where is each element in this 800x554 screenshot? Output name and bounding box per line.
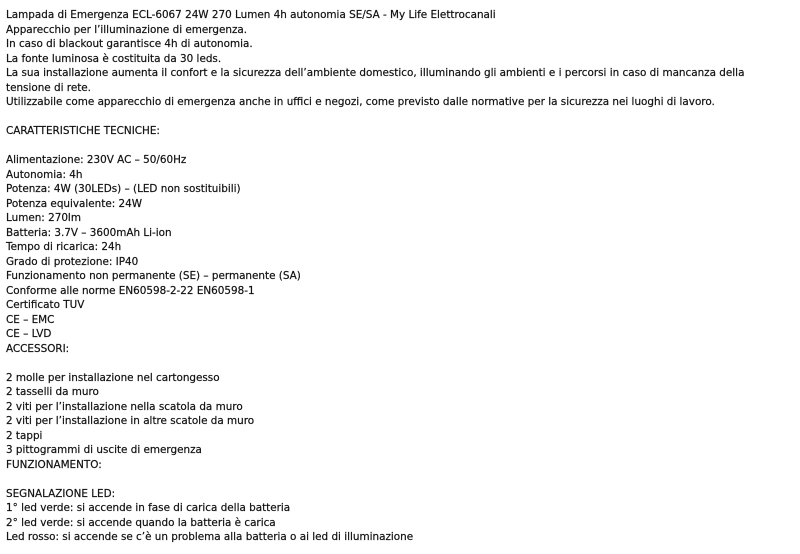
spacer [6,139,790,154]
spec-item: Alimentazione: 230V AC – 50/60Hz [6,154,187,166]
intro-line: Utilizzabile come apparecchio di emergenza anche in uffici e negozi, come previsto dalle normative per la sicurezza nei luoghi di lavoro. [6,96,715,108]
accessory-item: 2 molle per installazione nel cartongesso [6,371,220,384]
accessory-item: 2 viti per l’installazione in altre scatole da muro [6,415,255,427]
led-signal-heading: SEGNALAZIONE LED: [6,487,116,500]
spec-item: Potenza equivalente: 24W [6,197,143,210]
spacer [6,356,790,371]
led-signal-item: Led rosso: si accende se c’è un problema alla batteria o ai led di illuminazione [6,531,414,543]
intro-line: In caso di blackout garantisce 4h di autonomia. [6,38,253,50]
operation-heading: FUNZIONAMENTO: [6,458,102,471]
led-signal-item: 1° led verde: si accende in fase di carica della batteria [6,502,291,514]
spec-item: Conforme alle norme EN60598-2-22 EN60598-1 [6,284,255,297]
accessory-item: 3 pittogrammi di uscite di emergenza [6,444,202,456]
spec-item: Certificato TUV [6,299,85,311]
led-signal-item: 2° led verde: si accende quando la batteria è carica [6,516,276,529]
spec-item: Grado di protezione: IP40 [6,255,139,268]
product-description [6,8,790,545]
spec-item: CE – EMC [6,313,55,326]
spacer [6,110,790,125]
product-title: Lampada di Emergenza ECL-6067 24W 270 Lumen 4h autonomia SE/SA - My Life Elettrocanali [6,9,496,21]
spec-item: Potenza: 4W (30LEDs) – (LED non sostituibili) [6,183,241,195]
spec-item: Batteria: 3.7V – 3600mAh Li-ion [6,226,172,239]
intro-line: Apparecchio per l’illuminazione di emergenza. [6,23,248,36]
accessory-item: 2 viti per l’installazione nella scatola da muro [6,400,243,413]
spec-item: Autonomia: 4h [6,168,83,181]
intro-line: La fonte luminosa è costituita da 30 leds. [6,52,222,65]
spec-item: Lumen: 270lm [6,212,81,224]
spec-item: Tempo di ricarica: 24h [6,241,122,253]
accessory-item: 2 tasselli da muro [6,386,99,398]
spec-item: Funzionamento non permanente (SE) – permanente (SA) [6,270,301,282]
spec-item: CE – LVD [6,328,52,340]
spacer [6,472,790,487]
accessory-item: 2 tappi [6,429,43,442]
specs-heading: CARATTERISTICHE TECNICHE: [6,125,160,137]
intro-line: La sua installazione aumenta il confort e la sicurezza dell’ambiente domestico, illuminando gli ambienti e i percorsi in caso di mancanza della tensione di rete. [6,67,748,94]
accessories-heading: ACCESSORI: [6,342,70,355]
